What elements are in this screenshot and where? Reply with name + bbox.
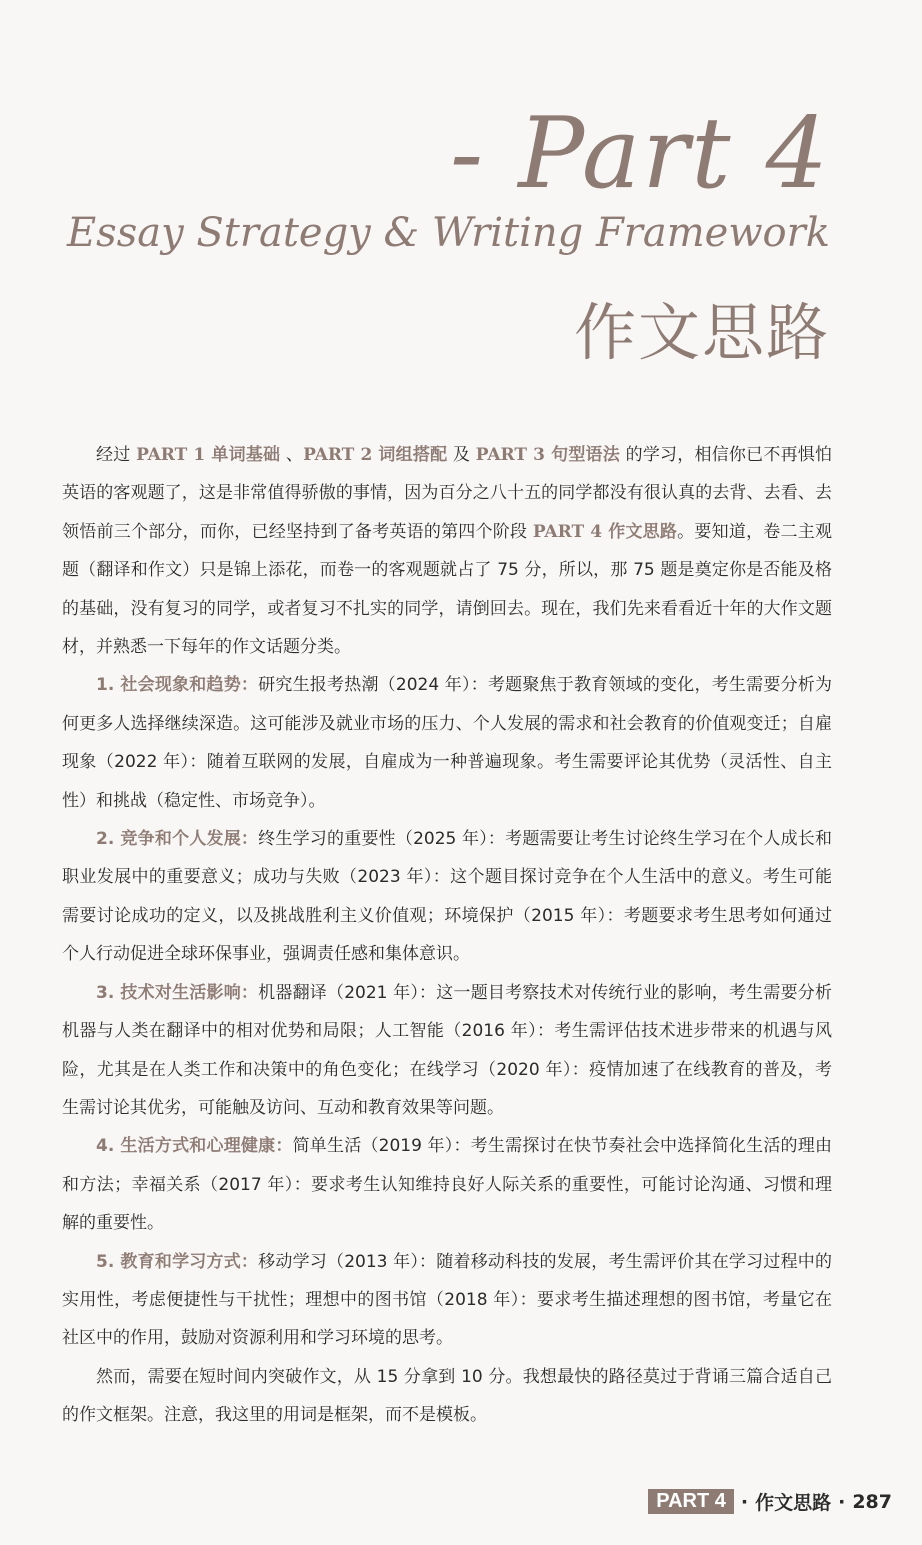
subtitle: Essay Strategy & Writing Framework [66,210,830,256]
topic-paragraph [62,1243,832,1358]
intro-text-3: 及 [447,445,476,465]
part-heading: - Part 4 [450,97,830,211]
page-number: 287 [852,1490,892,1513]
intro-text-4: 的学习，相信你已不再惧怕英语的客观题了，这是非常值得骄傲的事情，因为百分之八十五的同学都没有很认真的去背、去看、去领悟前三个部分，而你，已经坚持到了备考英语的第四个阶段 [62,445,833,542]
topic-label: 5. 教育和学习方式： [96,1251,259,1272]
topic-text: 移动学习（2013 年）：随着移动科技的发展，考生需评价其在学习过程中的实用性，考虑便捷性与干扰性；理想中的图书馆（2018 年）：要求考生描述理想的图书馆，考量它在社区中的作用，鼓励对资源利用和学习环境的思考。 [62,1251,832,1349]
topic-paragraph [62,974,832,1128]
topic-label: 1. 社会现象和趋势： [96,675,259,696]
closing-paragraph: 然而，需要在短时间内突破作文，从 15 分拿到 10 分。我想最快的路径莫过于背诵三篇合适自己的作文框架。注意，我这里的用词是框架，而不是模板。 [62,1366,832,1426]
body-text [62,436,832,1435]
footer-dot: · [740,1490,749,1513]
topic-text: 简单生活（2019 年）：考生需探讨在快节奏社会中选择简化生活的理由和方法；幸福关系（2017 年）：要求考生认知维持良好人际关系的重要性，可能讨论沟通、习惯和理解的重要性。 [62,1136,832,1234]
topic-text: 机器翻译（2021 年）：这一题目考察技术对传统行业的影响，考生需要分析机器与人类在翻译中的相对优势和局限；人工智能（2016 年）：考生需评估技术进步带来的机遇与风险，尤其是在人类工作和决策中的角色变化；在线学习（2020 年）：疫情加速了在线教育的普及，考生需讨论其优劣，可能触及访问、互动和教育效果等问题。 [62,982,832,1118]
intro-text-2: 、 [280,445,304,465]
topic-label: 4. 生活方式和心理健康： [96,1136,293,1157]
intro-highlight-part2: PART 2 词组搭配 [303,445,448,465]
chinese-title: 作文思路 [573,296,830,369]
topic-text: 终生学习的重要性（2025 年）：考题需要让考生讨论终生学习在个人成长和职业发展中的重要意义；成功与失败（2023 年）：这个题目探讨竞争在个人生活中的意义。考生可能需要讨论成功的定义，以及挑战胜利主义价值观；环境保护（2015 年）：考题要求考生思考如何通过个人行动促进全球环保事业，强调责任感和集体意识。 [62,829,832,965]
intro-paragraph [62,436,832,666]
topic-paragraph [62,820,832,974]
intro-highlight-part3: PART 3 句型语法 [475,445,620,465]
intro-highlight-part1: PART 1 单词基础 [136,445,281,465]
topic-text: 研究生报考热潮（2024 年）：考题聚焦于教育领域的变化，考生需要分析为何更多人选择继续深造。这可能涉及就业市场的压力、个人发展的需求和社会教育的价值观变迁；自雇现象（2022 年）：随着互联网的发展，自雇成为一种普遍现象。考生需要评论其优势（灵活性、自主性）和挑战（稳定性、市场竞争）。 [62,675,832,811]
intro-highlight-part4: PART 4 作文思路 [532,521,678,542]
topic-label: 2. 竞争和个人发展： [96,829,259,850]
part-badge: PART 4 [648,1489,734,1514]
topic-label: 3. 技术对生活影响： [96,982,259,1003]
footer-dot: · [838,1490,846,1513]
footer-section-title: 作文思路 [755,1492,832,1514]
topic-paragraph [62,1127,832,1242]
topic-paragraph [62,666,832,820]
page-footer [648,1488,892,1515]
intro-text-5: 。要知道，卷二主观题（翻译和作文）只是锦上添花，而卷一的客观题就占了 75 分，所以，那 75 题是奠定你是否能及格的基础，没有复习的同学，或者复习不扎实的同学，请倒回去。现在，我们先来看看近十年的大作文题材，并熟悉一下每年的作文话题分类。 [62,521,833,658]
intro-text-1: 经过 [96,445,137,465]
